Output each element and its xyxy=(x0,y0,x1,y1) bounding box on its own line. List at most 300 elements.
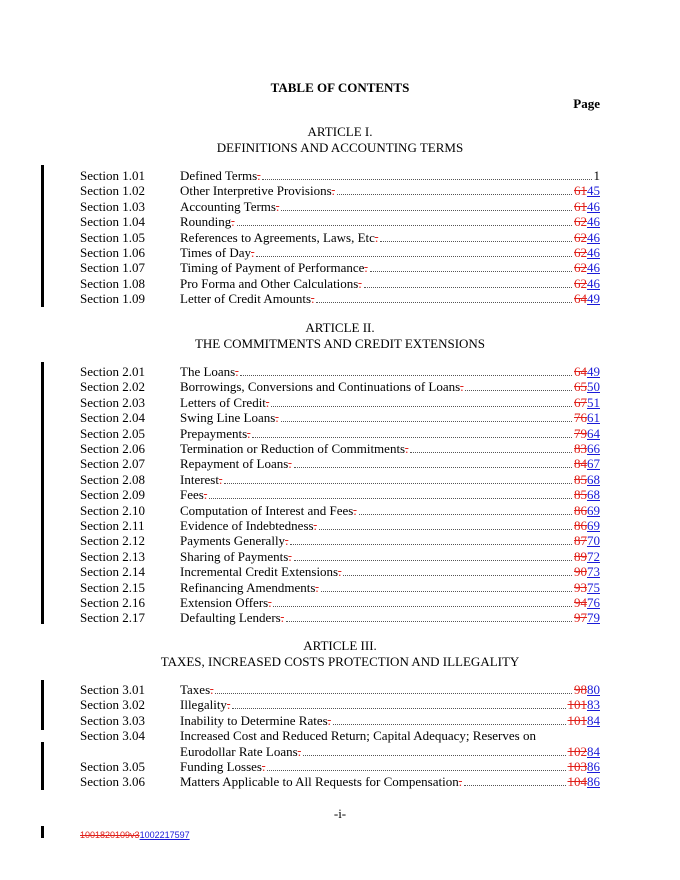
dot-leader xyxy=(464,784,566,786)
toc-entry[interactable] xyxy=(80,682,600,697)
deleted-period: . xyxy=(210,682,214,697)
entry-leader-line xyxy=(180,276,600,291)
section-title: Letter of Credit Amounts xyxy=(180,291,312,307)
section-number: Section 2.17 xyxy=(80,610,145,626)
change-bar xyxy=(41,680,44,730)
old-page-number: 90 xyxy=(574,564,587,580)
article-2-heading: ARTICLE II. xyxy=(305,320,375,335)
entry-leader-line xyxy=(180,713,600,728)
dot-leader xyxy=(316,301,572,303)
page-number-cell xyxy=(574,426,600,441)
toc-entry[interactable] xyxy=(80,697,600,712)
page-number-cell xyxy=(568,744,601,759)
section-title: Pro Forma and Other Calculations xyxy=(180,275,359,291)
section-number: Section 2.10 xyxy=(80,502,145,518)
section-number: Section 2.04 xyxy=(80,410,145,426)
section-number: Section 2.07 xyxy=(80,456,145,472)
old-page-number: 103 xyxy=(567,759,587,774)
section-number: Section 3.03 xyxy=(80,712,145,728)
old-page-number: 62 xyxy=(574,260,587,276)
dot-leader xyxy=(294,559,572,561)
section-title: Defaulting Lenders xyxy=(180,610,281,626)
deleted-period: . xyxy=(285,533,289,549)
section-title: Timing of Payment of Performance xyxy=(180,260,365,276)
new-page-number[interactable]: 49 xyxy=(587,291,600,307)
article-3-subheading: TAXES, INCREASED COSTS PROTECTION AND ILLEGALITY xyxy=(160,654,520,669)
toc-entry[interactable] xyxy=(80,426,600,441)
new-page-number[interactable]: 46 xyxy=(587,214,600,230)
toc-entry[interactable] xyxy=(80,487,600,502)
section-number: Section 3.05 xyxy=(80,759,145,774)
toc-entry[interactable] xyxy=(80,441,600,456)
new-page-number[interactable]: 45 xyxy=(587,183,600,199)
section-title: Evidence of Indebtedness xyxy=(180,518,314,533)
entry-leader-line xyxy=(180,168,600,183)
old-page-number: 61 xyxy=(574,198,587,214)
entry-leader-line xyxy=(180,697,600,712)
deleted-period: . xyxy=(257,168,261,183)
change-bar xyxy=(41,826,44,838)
toc-entry[interactable] xyxy=(80,610,600,625)
toc-entry-continuation[interactable] xyxy=(80,744,600,759)
section-number: Section 2.14 xyxy=(80,564,145,580)
section-title: Matters Applicable to All Requests for Compensation xyxy=(180,774,459,790)
old-page-number: 102 xyxy=(567,743,587,759)
toc-entry[interactable] xyxy=(80,410,600,425)
section-number: Section 2.16 xyxy=(80,595,145,610)
entry-leader-line xyxy=(180,610,600,625)
new-page-number[interactable]: 67 xyxy=(587,456,600,472)
section-number: Section 1.02 xyxy=(80,183,145,199)
old-page-number: 67 xyxy=(574,394,587,410)
deleted-period: . xyxy=(268,595,272,610)
article-3-heading: ARTICLE III. xyxy=(303,638,377,653)
dot-leader xyxy=(215,692,572,694)
dot-leader xyxy=(256,255,572,257)
dot-leader xyxy=(224,482,572,484)
deleted-period: . xyxy=(327,712,331,728)
toc-entry[interactable] xyxy=(80,214,600,229)
entry-leader-line xyxy=(180,214,600,229)
article-2-subheading: THE COMMITMENTS AND CREDIT EXTENSIONS xyxy=(194,336,486,351)
entry-leader-line xyxy=(180,744,600,759)
dot-leader xyxy=(303,754,566,756)
old-page-number: 98 xyxy=(574,682,587,697)
deleted-period: . xyxy=(364,260,368,276)
deleted-period: . xyxy=(311,291,315,307)
old-page-number: 62 xyxy=(574,214,587,230)
entry-leader-line xyxy=(180,364,600,379)
section-title: Funding Losses xyxy=(180,759,262,774)
section-number: Section 3.01 xyxy=(80,682,145,697)
old-page-number: 97 xyxy=(574,610,587,626)
section-number: Section 3.06 xyxy=(80,774,145,790)
toc-entry[interactable] xyxy=(80,395,600,410)
entry-leader-line xyxy=(180,245,600,260)
deleted-period: . xyxy=(231,214,235,230)
dot-leader xyxy=(319,528,572,530)
section-title: Increased Cost and Reduced Return; Capital Adequacy; Reserves on xyxy=(180,728,536,744)
page-number-cell xyxy=(574,564,600,579)
new-page-number[interactable]: 68 xyxy=(587,487,600,503)
section-title: Times of Day xyxy=(180,245,252,260)
dot-leader xyxy=(237,224,572,226)
deleted-period: . xyxy=(331,183,335,199)
section-title: Fees xyxy=(180,487,204,503)
dot-leader xyxy=(271,405,572,407)
new-page-number[interactable]: 79 xyxy=(587,610,600,626)
deleted-period: . xyxy=(338,564,342,580)
dot-leader xyxy=(267,769,565,771)
entry-leader-line xyxy=(180,441,600,456)
page-number-cell xyxy=(574,379,600,394)
entry-leader-line xyxy=(180,183,600,198)
page-number-value: 1 xyxy=(593,168,600,183)
section-number: Section 2.13 xyxy=(80,548,145,564)
dot-leader xyxy=(281,209,572,211)
section-title: Termination or Reduction of Commitments xyxy=(180,441,406,456)
entry-leader-line xyxy=(180,518,600,533)
deleted-period: . xyxy=(226,697,231,713)
dot-leader xyxy=(364,286,572,288)
deleted-period: . xyxy=(251,245,255,260)
section-number: Section 1.01 xyxy=(80,168,145,183)
deleted-period: . xyxy=(297,743,301,759)
toc-entry[interactable] xyxy=(80,503,600,518)
toc-entry[interactable] xyxy=(80,276,600,291)
page-number-cell xyxy=(574,503,600,518)
old-page-number: 85 xyxy=(574,471,587,487)
deleted-period: . xyxy=(275,198,280,214)
new-page-number[interactable]: 64 xyxy=(587,425,600,441)
page-number-cell xyxy=(574,276,600,291)
old-page-number: 86 xyxy=(574,502,587,518)
page-number-cell xyxy=(574,472,600,487)
old-page-number: 83 xyxy=(574,441,587,456)
entry-leader-line xyxy=(180,199,600,214)
deleted-period: . xyxy=(265,394,270,410)
old-page-number: 85 xyxy=(574,487,587,503)
old-page-number: 64 xyxy=(574,364,587,379)
dot-leader xyxy=(465,389,572,391)
new-page-number[interactable]: 84 xyxy=(587,712,600,728)
old-page-number: 64 xyxy=(574,291,587,307)
toc-entry[interactable] xyxy=(80,291,600,306)
dot-leader xyxy=(333,723,566,725)
entry-leader-line xyxy=(180,395,600,410)
page-number-cell xyxy=(574,410,600,425)
toc-entry[interactable] xyxy=(80,183,600,198)
section-title: References to Agreements, Laws, Etc xyxy=(180,229,375,245)
toc-entry[interactable] xyxy=(80,230,600,245)
new-page-number[interactable]: 68 xyxy=(587,471,600,487)
deleted-period: . xyxy=(458,774,462,790)
section-number: Section 3.04 xyxy=(80,728,145,744)
section-number: Section 2.05 xyxy=(80,425,145,441)
old-page-number: 104 xyxy=(567,774,587,790)
new-page-number[interactable]: 49 xyxy=(587,364,600,379)
new-page-number[interactable]: 51 xyxy=(587,394,600,410)
deleted-period: . xyxy=(405,441,409,456)
change-bar xyxy=(41,165,44,307)
old-page-number: 87 xyxy=(574,533,587,549)
section-title: The Loans xyxy=(180,364,236,379)
page-number-cell xyxy=(574,682,600,697)
new-page-number[interactable]: 84 xyxy=(587,743,600,759)
entry-leader-line xyxy=(180,728,600,743)
entry-leader-line xyxy=(180,580,600,595)
toc-entry[interactable] xyxy=(80,580,600,595)
section-title: Borrowings, Conversions and Continuations of Loans xyxy=(180,379,461,395)
deleted-period: . xyxy=(460,379,464,395)
dot-leader xyxy=(252,436,572,438)
section-number: Section 1.05 xyxy=(80,229,145,245)
entry-leader-line xyxy=(180,379,600,394)
deleted-period: . xyxy=(247,425,251,441)
article-1-heading: ARTICLE I. xyxy=(307,124,373,139)
dot-leader xyxy=(232,707,565,709)
new-page-number[interactable]: 46 xyxy=(587,198,600,214)
dot-leader xyxy=(281,420,572,422)
section-title: Rounding xyxy=(180,214,232,230)
page-number-cell xyxy=(574,610,600,625)
section-number: Section 1.09 xyxy=(80,291,145,307)
entry-leader-line xyxy=(180,564,600,579)
entry-leader-line xyxy=(180,682,600,697)
document-id xyxy=(80,830,190,840)
new-page-number[interactable]: 76 xyxy=(587,595,600,610)
section-title: Incremental Credit Extensions xyxy=(180,564,339,580)
entry-leader-line xyxy=(180,260,600,275)
new-page-number[interactable]: 86 xyxy=(587,774,600,790)
dot-leader xyxy=(262,178,591,180)
deleted-period: . xyxy=(353,502,357,518)
page-number-cell xyxy=(574,260,600,275)
entry-leader-line xyxy=(180,549,600,564)
section-number: Section 2.08 xyxy=(80,471,145,487)
new-page-number[interactable]: 46 xyxy=(587,245,600,260)
toc-entry[interactable] xyxy=(80,199,600,214)
new-page-number[interactable]: 46 xyxy=(587,229,600,245)
section-number: Section 2.12 xyxy=(80,533,145,549)
change-bar xyxy=(41,742,44,790)
toc-entry[interactable] xyxy=(80,759,600,774)
old-page-number: 65 xyxy=(574,379,587,395)
old-page-number: 79 xyxy=(574,425,587,441)
entry-leader-line xyxy=(180,503,600,518)
page-number-cell xyxy=(574,487,600,502)
section-number: Section 2.03 xyxy=(80,394,145,410)
new-page-number[interactable]: 75 xyxy=(587,579,600,595)
toc-entry[interactable] xyxy=(80,728,600,743)
change-bar xyxy=(41,362,44,624)
section-number: Section 3.02 xyxy=(80,697,145,713)
page-number-cell xyxy=(574,456,600,471)
toc-entry[interactable] xyxy=(80,245,600,260)
dot-leader xyxy=(343,574,572,576)
dot-leader xyxy=(209,497,572,499)
new-page-number[interactable]: 80 xyxy=(587,682,600,697)
page-number-cell xyxy=(568,697,601,712)
new-page-number[interactable]: 61 xyxy=(587,410,600,426)
page-number-cell xyxy=(574,245,600,260)
deleted-period: . xyxy=(235,364,239,379)
toc-entry[interactable] xyxy=(80,595,600,610)
old-page-number: 89 xyxy=(574,548,587,564)
dot-leader xyxy=(410,451,572,453)
new-page-number[interactable]: 46 xyxy=(587,275,600,291)
dot-leader xyxy=(321,590,572,592)
toc-entry[interactable] xyxy=(80,379,600,394)
page-number-cell xyxy=(574,395,600,410)
entry-leader-line xyxy=(180,487,600,502)
old-page-number: 61 xyxy=(574,183,587,199)
new-page-number[interactable]: 46 xyxy=(587,260,600,276)
deleted-period: . xyxy=(218,471,223,487)
section-title: Letters of Credit xyxy=(180,394,266,410)
deleted-period: . xyxy=(315,579,319,595)
deleted-period: . xyxy=(374,229,379,245)
deleted-period: . xyxy=(280,610,284,626)
page-number-cell xyxy=(574,183,600,198)
page-number: -i- xyxy=(333,806,347,821)
section-title: Other Interpretive Provisions xyxy=(180,183,332,199)
entry-leader-line xyxy=(180,410,600,425)
section-title: Sharing of Payments xyxy=(180,548,289,564)
entry-leader-line xyxy=(180,595,600,610)
section-number: Section 2.01 xyxy=(80,364,145,379)
page-number-cell xyxy=(568,774,601,789)
section-number: Section 2.09 xyxy=(80,487,145,503)
page-number-cell xyxy=(574,199,600,214)
section-title: Taxes xyxy=(180,682,211,697)
toc-entry[interactable] xyxy=(80,549,600,564)
page-number-cell xyxy=(568,713,601,728)
page-number-cell xyxy=(574,549,600,564)
page-number-cell xyxy=(574,230,600,245)
dot-leader xyxy=(380,240,572,242)
page-number-cell xyxy=(574,595,600,610)
entry-leader-line xyxy=(180,291,600,306)
old-page-number: 62 xyxy=(574,229,587,245)
old-page-number: 93 xyxy=(574,579,587,595)
section-title: Accounting Terms xyxy=(180,198,276,214)
section-number: Section 2.11 xyxy=(80,518,145,533)
toc-entry[interactable] xyxy=(80,364,600,379)
section-number: Section 1.06 xyxy=(80,245,145,260)
dot-leader xyxy=(273,605,572,607)
page-number-cell xyxy=(574,214,600,229)
deleted-period: . xyxy=(203,487,208,503)
toc-entry[interactable] xyxy=(80,260,600,275)
section-number: Section 2.06 xyxy=(80,441,145,456)
section-title: Refinancing Amendments xyxy=(180,579,316,595)
new-page-number[interactable]: 69 xyxy=(587,518,600,533)
new-page-number[interactable]: 50 xyxy=(587,379,600,395)
toc-title: TABLE OF CONTENTS xyxy=(270,80,410,95)
dot-leader xyxy=(294,466,572,468)
new-page-number[interactable]: 69 xyxy=(587,502,600,518)
deleted-period: . xyxy=(275,410,279,426)
page-number-cell xyxy=(574,364,600,379)
deleted-period: . xyxy=(288,456,292,472)
entry-leader-line xyxy=(180,230,600,245)
entry-leader-line xyxy=(180,472,600,487)
old-page-number: 94 xyxy=(574,595,587,610)
entry-leader-line xyxy=(180,533,600,548)
section-title: Interest xyxy=(180,471,219,487)
dot-leader xyxy=(286,620,572,622)
dot-leader xyxy=(370,270,572,272)
section-number: Section 1.07 xyxy=(80,260,145,276)
dot-leader xyxy=(337,193,572,195)
document-id-new: 1002217597 xyxy=(139,830,190,840)
page-number-cell xyxy=(574,518,600,533)
section-title: Computation of Interest and Fees xyxy=(180,502,354,518)
article-1-subheading: DEFINITIONS AND ACCOUNTING TERMS xyxy=(216,140,464,155)
section-number: Section 2.02 xyxy=(80,379,145,395)
new-page-number[interactable]: 72 xyxy=(587,548,600,564)
old-page-number: 76 xyxy=(574,410,587,426)
deleted-period: . xyxy=(358,275,362,291)
new-page-number[interactable]: 73 xyxy=(587,564,600,580)
new-page-number[interactable]: 66 xyxy=(587,441,600,456)
toc-entry[interactable] xyxy=(80,472,600,487)
new-page-number[interactable]: 70 xyxy=(587,533,600,549)
section-title: Inability to Determine Rates xyxy=(180,712,328,728)
page-column-label: Page xyxy=(573,96,600,111)
section-title: Repayment of Loans xyxy=(180,456,289,472)
toc-entry[interactable] xyxy=(80,518,600,533)
new-page-number[interactable]: 83 xyxy=(587,697,600,713)
toc-entry[interactable] xyxy=(80,774,600,789)
section-title: Payments Generally xyxy=(180,533,286,549)
section-number: Section 1.08 xyxy=(80,275,145,291)
toc-entry[interactable] xyxy=(80,168,600,183)
entry-leader-line xyxy=(180,426,600,441)
page-number-cell xyxy=(568,759,601,774)
entry-leader-line xyxy=(180,759,600,774)
new-page-number[interactable]: 86 xyxy=(587,759,600,774)
page-number-cell xyxy=(574,441,600,456)
section-title: Prepayments xyxy=(180,425,248,441)
page-number-cell xyxy=(574,291,600,306)
old-page-number: 62 xyxy=(574,275,587,291)
old-page-number: 62 xyxy=(574,245,587,260)
old-page-number: 84 xyxy=(574,456,587,472)
deleted-period: . xyxy=(288,548,292,564)
section-title: Illegality xyxy=(180,697,227,713)
old-page-number: 101 xyxy=(567,697,587,713)
section-number: Section 1.04 xyxy=(80,214,145,230)
dot-leader xyxy=(359,513,572,515)
toc-entry[interactable] xyxy=(80,564,600,579)
section-title: Defined Terms xyxy=(180,168,258,183)
page-number-cell xyxy=(594,168,601,183)
deleted-period: . xyxy=(261,759,266,774)
section-title-continued: Eurodollar Rate Loans xyxy=(180,743,298,759)
toc-entry[interactable] xyxy=(80,713,600,728)
toc-entry[interactable] xyxy=(80,533,600,548)
page-number-cell xyxy=(574,533,600,548)
entry-leader-line xyxy=(180,774,600,789)
deleted-period: . xyxy=(313,518,317,533)
toc-entry[interactable] xyxy=(80,456,600,471)
section-number: Section 1.03 xyxy=(80,198,145,214)
section-title: Extension Offers xyxy=(180,595,269,610)
document-id-old: 1001820109v3 xyxy=(80,830,140,840)
section-title: Swing Line Loans xyxy=(180,410,276,426)
